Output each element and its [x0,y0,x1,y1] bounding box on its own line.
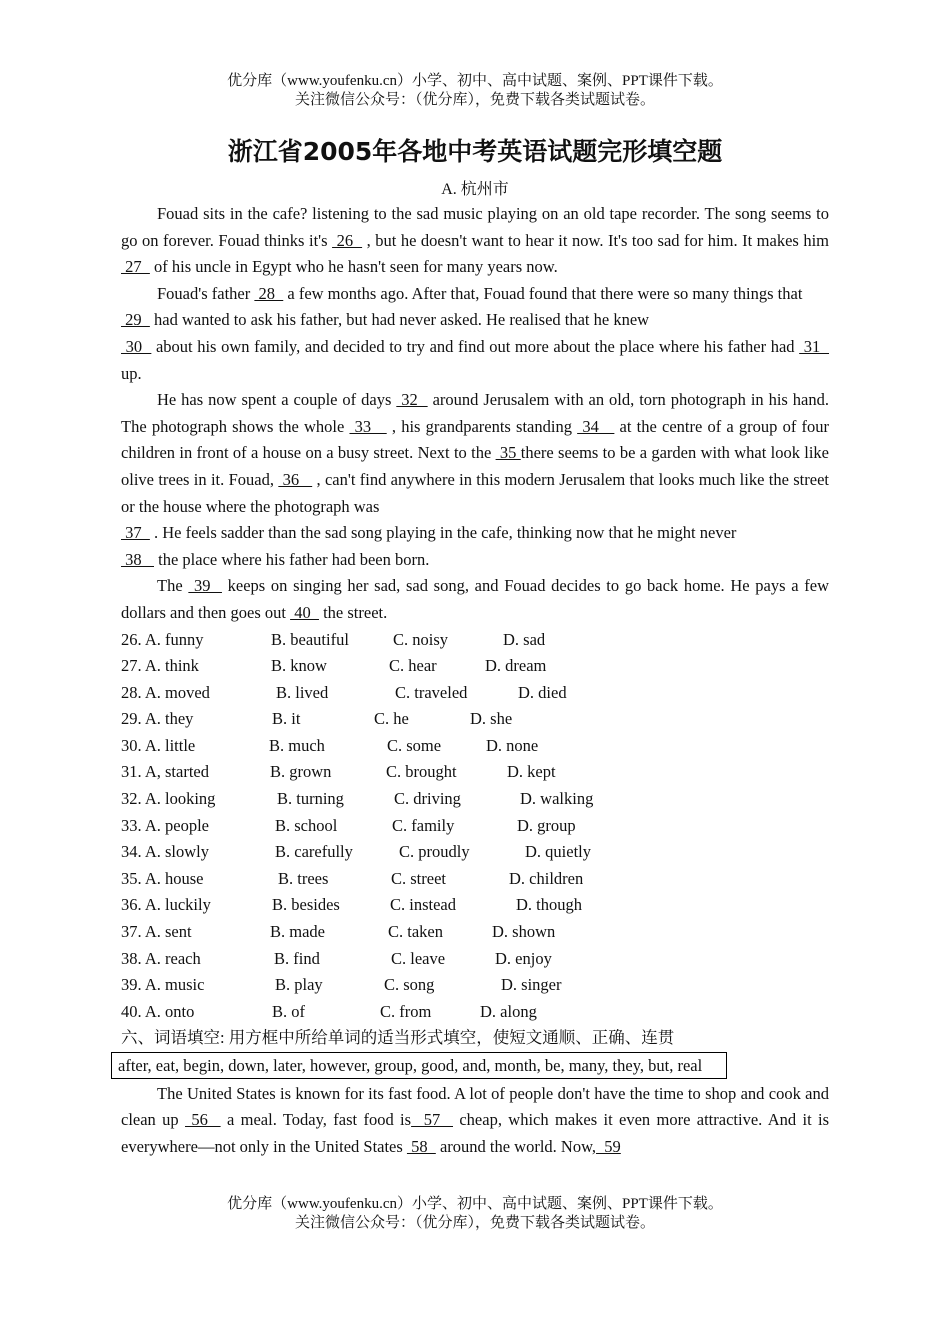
text-run: Fouad sits in the cafe? listening to the sad music playing on an old tape recorder. The song seems to go on forever. Fouad thinks it's [121,204,829,250]
document-title: 浙江省2005年各地中考英语试题完形填空题 [227,137,723,166]
option-b: B. beautiful [271,629,349,649]
option-c: C. leave [391,948,446,968]
blank-28: 28 [254,283,284,303]
option-row [121,786,829,813]
option-a: 30. A. little [121,735,196,755]
option-b: B. of [272,1001,305,1021]
text-run: had wanted to ask his father, but had never asked. He realised that he knew [149,310,650,330]
option-d: D. walking [520,789,594,809]
option-a: 38. A. reach [121,948,201,968]
option-row [121,653,829,680]
option-row [121,813,829,840]
text-run: He has now spent a couple of days [157,390,397,410]
option-row [121,866,829,893]
option-d: D. along [480,1001,537,1021]
passage-paragraph-4 [121,573,829,626]
option-c: C. traveled [395,682,468,702]
option-a: 27. A. think [121,656,199,676]
option-c: C. taken [388,922,443,942]
text-run: a meal. Today, fast food is [220,1110,412,1130]
word-box-row [118,1052,829,1080]
blank-38: 38 [121,549,154,569]
blank-26: 26 [332,230,363,250]
option-d: D. though [516,895,582,915]
option-b: B. besides [272,895,340,915]
option-b: B. trees [278,868,329,888]
option-b: B. school [275,815,338,835]
option-row [121,892,829,919]
page-footer [0,1195,950,1233]
blank-36: 36 [278,469,313,489]
text-run: , can't find anywhere in this modern Jerusalem that looks much like the street or the house where the photograph was [121,469,829,516]
option-c: C. from [380,1001,432,1021]
text-run: Fouad's father [157,283,255,303]
options-list [121,627,829,1026]
option-c: C. instead [390,895,456,915]
text-run: there seems to be a garden with what look like olive trees in it. Fouad, [121,443,830,489]
option-c: C. proudly [399,842,470,862]
option-c: C. song [384,975,435,995]
blank-30: 30 [121,336,152,356]
blank-58: 58 [406,1136,436,1156]
option-a: 35. A. house [121,868,204,888]
option-a: 34. A. slowly [121,842,210,862]
option-d: D. sad [503,629,546,649]
document-body [118,201,830,1160]
text-run: . He feels sadder than the sad song playing in the cafe, thinking now that he might never [149,523,737,543]
text-run: a few months ago. After that, Fouad found that there were so many things that [283,283,803,303]
option-a: 29. A. they [121,709,194,729]
option-row [121,919,829,946]
blank-57: 57 [411,1110,453,1130]
text-run: the place where his father had been born. [154,549,430,569]
option-a: 39. A. music [121,975,205,995]
blank-33: 33 [349,416,387,436]
passage-paragraph-2 [121,281,829,334]
text-run: , but he doesn't want to hear it now. It's too sad for him. It makes him [362,230,830,250]
blank-39: 39 [188,576,222,596]
option-d: D. dream [485,656,547,676]
text-run: the street. [318,602,388,622]
option-b: B. turning [277,789,344,809]
section6-heading: 六、词语填空: 用方框中所给单词的适当形式填空，使短文通顺、正确、连贯 [121,1028,675,1048]
header-line-2: 关注微信公众号：（优分库），免费下载各类试题试卷。 [294,92,655,108]
option-d: D. shown [492,922,556,942]
text-run: around the world. Now, [435,1136,597,1156]
option-b: B. lived [276,682,329,702]
option-b: B. play [275,975,323,995]
option-row [121,733,829,760]
option-d: D. children [509,868,584,888]
option-a: 32. A. looking [121,789,216,809]
section6-paragraph-1 [121,1081,829,1161]
option-d: D. quietly [525,842,591,862]
passage-paragraph-3 [121,387,829,520]
text-run: up. [121,363,142,383]
option-d: D. enjoy [495,948,552,968]
option-a: 40. A. onto [121,1001,195,1021]
blank-34: 34 [577,416,615,436]
option-d: D. kept [507,762,556,782]
option-c: C. street [391,868,446,888]
option-c: C. family [392,815,455,835]
blank-56: 56 [185,1110,221,1130]
option-a: 28. A. moved [121,682,210,702]
option-c: C. some [387,735,442,755]
page-header [0,72,950,110]
option-a: 33. A. people [121,815,209,835]
option-b: B. made [270,922,325,942]
option-row [121,946,829,973]
option-a: 37. A. sent [121,922,192,942]
option-c: C. hear [389,656,437,676]
blank-31: 31 [799,336,830,356]
option-b: B. know [271,656,327,676]
option-row [121,839,829,866]
option-row [121,706,829,733]
option-c: C. he [374,709,409,729]
passage-paragraph-1 [121,201,829,281]
option-b: B. carefully [275,842,353,862]
option-row [121,627,829,654]
blank-35: 35 [495,443,521,463]
blank-27: 27 [121,257,150,277]
text-run: keeps on singing her sad, sad song, and Fouad decides to go back home. He pays a few dollars and then goes out [121,576,829,622]
option-d: D. she [470,709,513,729]
passage-paragraph-3c [121,547,829,574]
passage-paragraph-2b [121,334,829,387]
blank-59: 59 [596,1136,621,1156]
blank-32: 32 [396,390,428,410]
passage-paragraph-3b [121,520,829,547]
text-run: The United States is known for its fast food. A lot of people don't have the time to shop and cook and clean up [121,1083,829,1130]
text-run: at the centre of a group of four children in front of a house on a busy street. Next to the [121,416,830,463]
option-a: 36. A. luckily [121,895,211,915]
option-row [121,680,829,707]
option-b: B. grown [270,762,332,782]
option-c: C. brought [386,762,457,782]
header-line-1: 优分库（www.youfenku.cn）小学、初中、高中试题、案例、PPT课件下载。 [227,73,723,89]
footer-line-2: 关注微信公众号：（优分库），免费下载各类试题试卷。 [294,1215,655,1231]
section-heading: A. 杭州市 [441,181,509,198]
word-box: after, eat, begin, down, later, however, group, good, and, month, be, many, they, but, real [111,1052,727,1079]
option-a: 31. A, started [121,762,209,782]
option-row [121,999,829,1026]
blank-37: 37 [121,523,150,543]
option-d: D. group [517,815,576,835]
option-b: B. find [274,948,320,968]
text-run: around Jerusalem with an old, torn photograph in his hand. The photograph shows the whole [121,390,829,436]
option-d: D. singer [501,975,562,995]
option-row [121,972,829,999]
option-d: D. none [486,735,539,755]
option-d: D. died [518,682,567,702]
option-c: C. driving [394,789,461,809]
blank-40: 40 [290,602,319,622]
text-run: The [157,576,189,596]
text-run: cheap, which makes it even more attractive. And it is everywhere—not only in the United States [121,1110,830,1156]
option-a: 26. A. funny [121,629,204,649]
footer-line-1: 优分库（www.youfenku.cn）小学、初中、高中试题、案例、PPT课件下载。 [227,1196,723,1212]
text-run: about his own family, and decided to try and find out more about the place where his father had [151,336,800,356]
option-b: B. much [269,735,325,755]
option-b: B. it [272,709,301,729]
text-run: , his grandparents standing [386,416,578,436]
text-run: of his uncle in Egypt who he hasn't seen for many years now. [149,257,558,277]
option-c: C. noisy [393,629,449,649]
blank-29: 29 [121,310,150,330]
option-row [121,759,829,786]
